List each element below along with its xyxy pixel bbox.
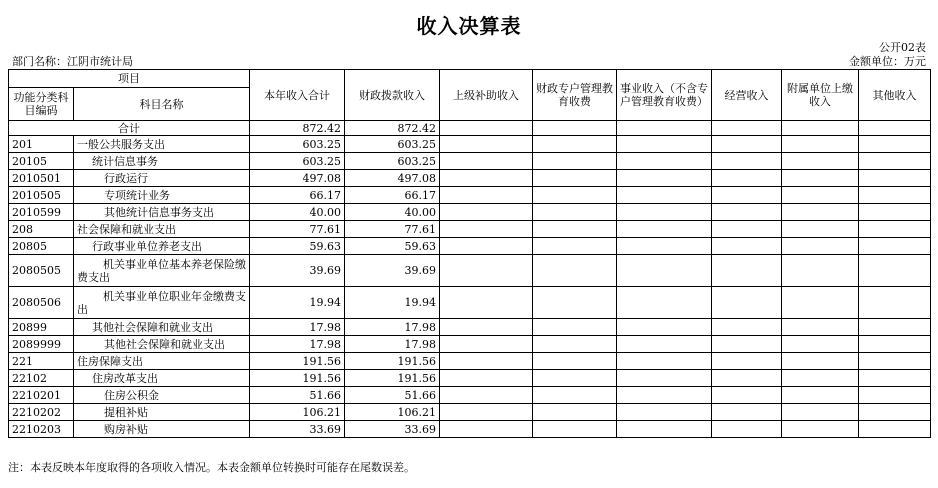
cell-code: 2010501 (9, 170, 74, 187)
cell-code: 221 (9, 353, 74, 370)
cell-empty (617, 255, 712, 287)
cell-total: 77.61 (250, 221, 345, 238)
cell-empty (440, 421, 533, 438)
cell-code: 2210203 (9, 421, 74, 438)
cell-fiscal: 59.63 (345, 238, 440, 255)
cell-empty (712, 204, 782, 221)
cell-code: 2089999 (9, 336, 74, 353)
total-fiscal: 872.42 (345, 121, 440, 136)
cell-subject-name: 统计信息事务 (74, 153, 250, 170)
cell-empty (617, 221, 712, 238)
table-row (9, 238, 931, 255)
table-row (9, 421, 931, 438)
cell-empty (440, 221, 533, 238)
cell-total: 191.56 (250, 353, 345, 370)
cell-empty (533, 255, 617, 287)
cell-empty (617, 238, 712, 255)
cell-empty (440, 136, 533, 153)
cell-empty (782, 170, 859, 187)
header-operating: 经营收入 (712, 70, 782, 121)
cell-empty (440, 153, 533, 170)
cell-empty (782, 404, 859, 421)
cell-empty (782, 187, 859, 204)
cell-empty (617, 421, 712, 438)
cell-empty (859, 370, 931, 387)
cell-empty (440, 187, 533, 204)
cell-empty (782, 353, 859, 370)
cell-total: 51.66 (250, 387, 345, 404)
cell-subject-name: 提租补贴 (74, 404, 250, 421)
cell-empty (712, 187, 782, 204)
cell-empty (712, 153, 782, 170)
cell-total: 19.94 (250, 287, 345, 319)
cell-empty (859, 204, 931, 221)
table-row (9, 370, 931, 387)
cell-empty (859, 287, 931, 319)
cell-empty (712, 387, 782, 404)
cell-total: 497.08 (250, 170, 345, 187)
cell-empty (533, 319, 617, 336)
total-income: 872.42 (250, 121, 345, 136)
cell-empty (533, 353, 617, 370)
income-table (8, 69, 931, 438)
cell-total: 17.98 (250, 336, 345, 353)
cell-empty (712, 353, 782, 370)
table-row (9, 221, 931, 238)
table-row (9, 255, 931, 287)
cell-fiscal: 17.98 (345, 336, 440, 353)
cell-empty (533, 336, 617, 353)
cell-subject-name: 机关事业单位职业年金缴费支出 (74, 287, 250, 319)
cell-empty (617, 319, 712, 336)
cell-subject-name: 行政事业单位养老支出 (74, 238, 250, 255)
cell-empty (712, 287, 782, 319)
cell-empty (533, 221, 617, 238)
table-row (9, 187, 931, 204)
cell-subject-name: 住房保障支出 (74, 353, 250, 370)
header-affiliated: 附属单位上缴收入 (782, 70, 859, 121)
cell-empty (859, 353, 931, 370)
header-total: 本年收入合计 (250, 70, 345, 121)
cell-empty (712, 421, 782, 438)
table-row (9, 153, 931, 170)
cell-empty (617, 204, 712, 221)
cell-subject-name: 购房补贴 (74, 421, 250, 438)
cell-empty (782, 255, 859, 287)
cell-empty (859, 387, 931, 404)
cell-code: 2210201 (9, 387, 74, 404)
cell-empty (712, 404, 782, 421)
cell-empty (782, 370, 859, 387)
cell-empty (859, 170, 931, 187)
cell-empty (533, 136, 617, 153)
cell-empty (782, 238, 859, 255)
cell-empty (782, 336, 859, 353)
cell-empty (859, 336, 931, 353)
cell-empty (782, 136, 859, 153)
table-row (9, 336, 931, 353)
cell-total: 33.69 (250, 421, 345, 438)
cell-fiscal: 40.00 (345, 204, 440, 221)
cell-empty (440, 336, 533, 353)
cell-empty (782, 204, 859, 221)
cell-total: 603.25 (250, 153, 345, 170)
table-row (9, 136, 931, 153)
header-subject-name: 科目名称 (74, 88, 250, 121)
header-fiscal: 财政拨款收入 (345, 70, 440, 121)
cell-fiscal: 106.21 (345, 404, 440, 421)
header-item: 项目 (9, 70, 250, 88)
cell-code: 201 (9, 136, 74, 153)
cell-code: 2080505 (9, 255, 74, 287)
cell-empty (859, 404, 931, 421)
cell-empty (712, 170, 782, 187)
cell-code: 20899 (9, 319, 74, 336)
cell-empty (533, 204, 617, 221)
cell-empty (859, 319, 931, 336)
table-row (9, 404, 931, 421)
cell-empty (617, 370, 712, 387)
cell-empty (859, 255, 931, 287)
cell-empty (533, 404, 617, 421)
cell-total: 17.98 (250, 319, 345, 336)
cell-subject-name: 行政运行 (74, 170, 250, 187)
header-business: 事业收入（不含专户管理教育收费） (617, 70, 712, 121)
cell-empty (440, 319, 533, 336)
total-row (9, 121, 931, 136)
cell-code: 2010505 (9, 187, 74, 204)
cell-empty (859, 136, 931, 153)
cell-empty (859, 221, 931, 238)
cell-subject-name: 机关事业单位基本养老保险缴费支出 (74, 255, 250, 287)
cell-empty (712, 221, 782, 238)
cell-empty (782, 387, 859, 404)
cell-empty (440, 170, 533, 187)
table-row (9, 319, 931, 336)
cell-empty (533, 287, 617, 319)
cell-empty (859, 187, 931, 204)
cell-total: 59.63 (250, 238, 345, 255)
cell-fiscal: 66.17 (345, 187, 440, 204)
total-label: 合计 (9, 121, 250, 136)
cell-empty (859, 153, 931, 170)
cell-empty (859, 238, 931, 255)
cell-empty (712, 255, 782, 287)
cell-empty (617, 353, 712, 370)
cell-fiscal: 191.56 (345, 370, 440, 387)
department-name: 部门名称：江阴市统计局 (12, 55, 133, 68)
cell-empty (440, 404, 533, 421)
cell-empty (440, 387, 533, 404)
cell-empty (617, 170, 712, 187)
cell-fiscal: 17.98 (345, 319, 440, 336)
table-row (9, 170, 931, 187)
cell-empty (617, 404, 712, 421)
cell-empty (782, 319, 859, 336)
header-superior: 上级补助收入 (440, 70, 533, 121)
cell-code: 2080506 (9, 287, 74, 319)
cell-code: 22102 (9, 370, 74, 387)
table-row (9, 353, 931, 370)
footnote: 注：本表反映本年度取得的各项收入情况。本表金额单位转换时可能存在尾数误差。 (8, 461, 415, 474)
cell-empty (533, 421, 617, 438)
cell-code: 2210202 (9, 404, 74, 421)
table-row (9, 387, 931, 404)
table-row (9, 287, 931, 319)
cell-fiscal: 19.94 (345, 287, 440, 319)
amount-unit: 金额单位：万元 (849, 55, 926, 68)
cell-fiscal: 603.25 (345, 136, 440, 153)
cell-empty (533, 170, 617, 187)
cell-subject-name: 一般公共服务支出 (74, 136, 250, 153)
cell-empty (712, 238, 782, 255)
cell-empty (712, 336, 782, 353)
cell-total: 603.25 (250, 136, 345, 153)
cell-empty (440, 370, 533, 387)
cell-subject-name: 其他社会保障和就业支出 (74, 336, 250, 353)
cell-subject-name: 社会保障和就业支出 (74, 221, 250, 238)
cell-empty (440, 204, 533, 221)
cell-subject-name: 专项统计业务 (74, 187, 250, 204)
cell-empty (617, 336, 712, 353)
cell-fiscal: 77.61 (345, 221, 440, 238)
cell-empty (859, 421, 931, 438)
cell-total: 40.00 (250, 204, 345, 221)
cell-subject-name: 住房公积金 (74, 387, 250, 404)
cell-code: 20105 (9, 153, 74, 170)
cell-empty (712, 319, 782, 336)
cell-subject-name: 其他统计信息事务支出 (74, 204, 250, 221)
cell-fiscal: 191.56 (345, 353, 440, 370)
header-edu-fee: 财政专户管理教育收费 (533, 70, 617, 121)
cell-empty (782, 221, 859, 238)
cell-empty (533, 387, 617, 404)
page-title: 收入决算表 (416, 14, 522, 38)
header-other: 其他收入 (859, 70, 931, 121)
cell-empty (440, 255, 533, 287)
cell-empty (617, 187, 712, 204)
cell-empty (782, 421, 859, 438)
cell-empty (782, 153, 859, 170)
cell-empty (440, 287, 533, 319)
cell-code: 20805 (9, 238, 74, 255)
table-row (9, 204, 931, 221)
cell-empty (712, 370, 782, 387)
header-func-code: 功能分类科目编码 (9, 88, 74, 121)
cell-code: 208 (9, 221, 74, 238)
cell-subject-name: 住房改革支出 (74, 370, 250, 387)
cell-empty (533, 187, 617, 204)
cell-empty (712, 136, 782, 153)
cell-fiscal: 51.66 (345, 387, 440, 404)
cell-total: 39.69 (250, 255, 345, 287)
cell-empty (440, 353, 533, 370)
cell-fiscal: 33.69 (345, 421, 440, 438)
cell-code: 2010599 (9, 204, 74, 221)
cell-total: 191.56 (250, 370, 345, 387)
cell-total: 66.17 (250, 187, 345, 204)
cell-empty (617, 287, 712, 319)
cell-fiscal: 497.08 (345, 170, 440, 187)
cell-empty (533, 153, 617, 170)
cell-empty (440, 238, 533, 255)
cell-empty (617, 136, 712, 153)
cell-empty (782, 287, 859, 319)
cell-subject-name: 其他社会保障和就业支出 (74, 319, 250, 336)
cell-fiscal: 39.69 (345, 255, 440, 287)
cell-total: 106.21 (250, 404, 345, 421)
cell-empty (617, 153, 712, 170)
cell-empty (533, 238, 617, 255)
form-code: 公开02表 (879, 41, 926, 54)
cell-empty (533, 370, 617, 387)
cell-fiscal: 603.25 (345, 153, 440, 170)
cell-empty (617, 387, 712, 404)
